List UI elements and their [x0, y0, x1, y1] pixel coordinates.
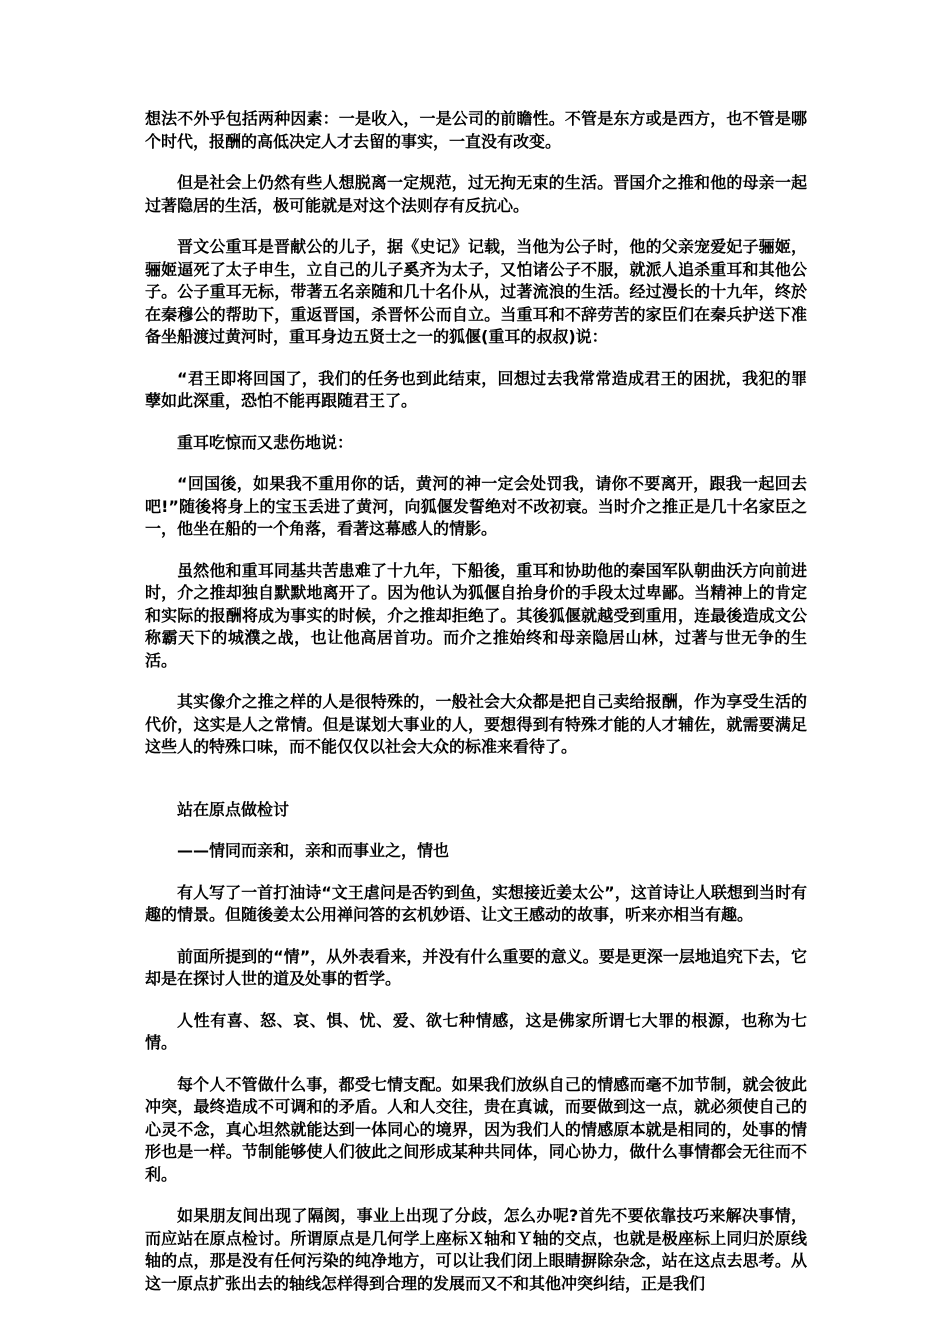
- paragraph-4: “君王即将回国了，我们的任务也到此结束，回想过去我常常造成君王的困扰，我犯的罪孽如此深重，恐怕不能再跟随君王了。: [145, 368, 807, 410]
- document-page: [145, 108, 807, 1314]
- section-title: 站在原点做检讨: [177, 799, 290, 819]
- paragraph-2: 但是社会上仍然有些人想脱离一定规范，过无拘无束的生活。晋国介之推和他的母亲一起过著隐居的生活，极可能就是对这个法则存有反抗心。: [145, 173, 807, 215]
- paragraph-8: 其实像介之推之样的人是很特殊的，一般社会大众都是把自己卖给报酬，作为享受生活的代价，这实是人之常情。但是谋划大事业的人，要想得到有特殊才能的人才辅佐，就需要满足这些人的特殊口味，而不能仅仅以社会大众的标准来看待了。: [145, 692, 807, 756]
- section-paragraph-4: 每个人不管做什么事，都受七情支配。如果我们放纵自己的情感而毫不加节制，就会彼此冲突，最终造成不可调和的矛盾。人和人交往，贵在真诚，而要做到这一点，就必须使自己的心灵不念，真心坦然就能达到一体同心的境界，因为我们人的情感原本就是相同的，处事的情形也是一样。节制能够使人们彼此之间形成某种共同体，同心协力，做什么事情都会无往而不利。: [145, 1074, 807, 1184]
- paragraph-1: 想法不外乎包括两种因素：一是收入，一是公司的前瞻性。不管是东方或是西方，也不管是哪个时代，报酬的高低决定人才去留的事实，一直没有改变。: [145, 109, 807, 151]
- paragraph-6: “回国後，如果我不重用你的话，黄河的神一定会处罚我，请你不要离开，跟我一起回去吧!”随後将身上的宝玉丢进了黄河，向狐偃发誓绝对不改初衰。当时介之推正是几十名家臣之一，他坐在船的一个角落，看著这幕感人的情影。: [145, 474, 807, 538]
- paragraph-7: 虽然他和重耳同基共苦患难了十九年，下船後，重耳和协助他的秦国军队朝曲沃方向前进时，介之推却独自默默地离开了。因为他认为狐偃自抬身价的手段太过卑鄙。当精神上的肯定和实际的报酬将成为事实的时候，介之推却拒绝了。其後狐偃就越受到重用，连最後造成文公称霸天下的城濮之战，也让他高居首功。而介之推始终和母亲隐居山林，过著与世无争的生活。: [145, 560, 807, 670]
- paragraph-3: 晋文公重耳是晋献公的儿子，据《史记》记载，当他为公子时，他的父亲宠爱妃子骊姬，骊姬逼死了太子申生，立自己的儿子奚齐为太子，又怕诸公子不服，就派人追杀重耳和其他公子。公子重耳无标，带著五名亲随和几十名仆从，过著流浪的生活。经过漫长的十九年，终於在秦穆公的帮助下，重返晋国，杀晋怀公而自立。当重耳和不辞劳苦的家臣们在秦兵护送下准备坐船渡过黄河时，重耳身边五贤士之一的狐偃(重耳的叔叔)说：: [145, 237, 807, 346]
- section-paragraph-5: 如果朋友间出现了隔阂，事业上出现了分歧，怎么办呢?首先不要依靠技巧来解决事情，而应站在原点检讨。所谓原点是几何学上座标Ｘ轴和Ｙ轴的交点，也就是极座标上同归於原线轴的点，那是没有任何污染的纯净地方，可以让我们闭上眼睛摒除杂念，站在这点去思考。从这一原点扩张出去的轴线怎样得到合理的发展而又不和其他冲突纠结，正是我们: [145, 1206, 807, 1293]
- section-paragraph-1: 有人写了一首打油诗“文王虐问是否钓到鱼，实想接近姜太公”，这首诗让人联想到当时有趣的情景。但随後姜太公用禅问答的玄机妙语、让文王感动的故事，听来亦相当有趣。: [145, 882, 807, 924]
- paragraph-5: 重耳吃惊而又悲伤地说：: [177, 432, 354, 452]
- section-paragraph-3: 人性有喜、怒、哀、惧、忧、爱、欲七种情感，这是佛家所谓七大罪的根源，也称为七情。: [145, 1010, 807, 1052]
- section-subtitle: ——情同而亲和，亲和而事业之，情也: [177, 841, 450, 860]
- section-paragraph-2: 前面所提到的“情”，从外表看来，并没有什么重要的意义。要是更深一层地追究下去，它却是在探讨人世的道及处事的哲学。: [145, 946, 807, 988]
